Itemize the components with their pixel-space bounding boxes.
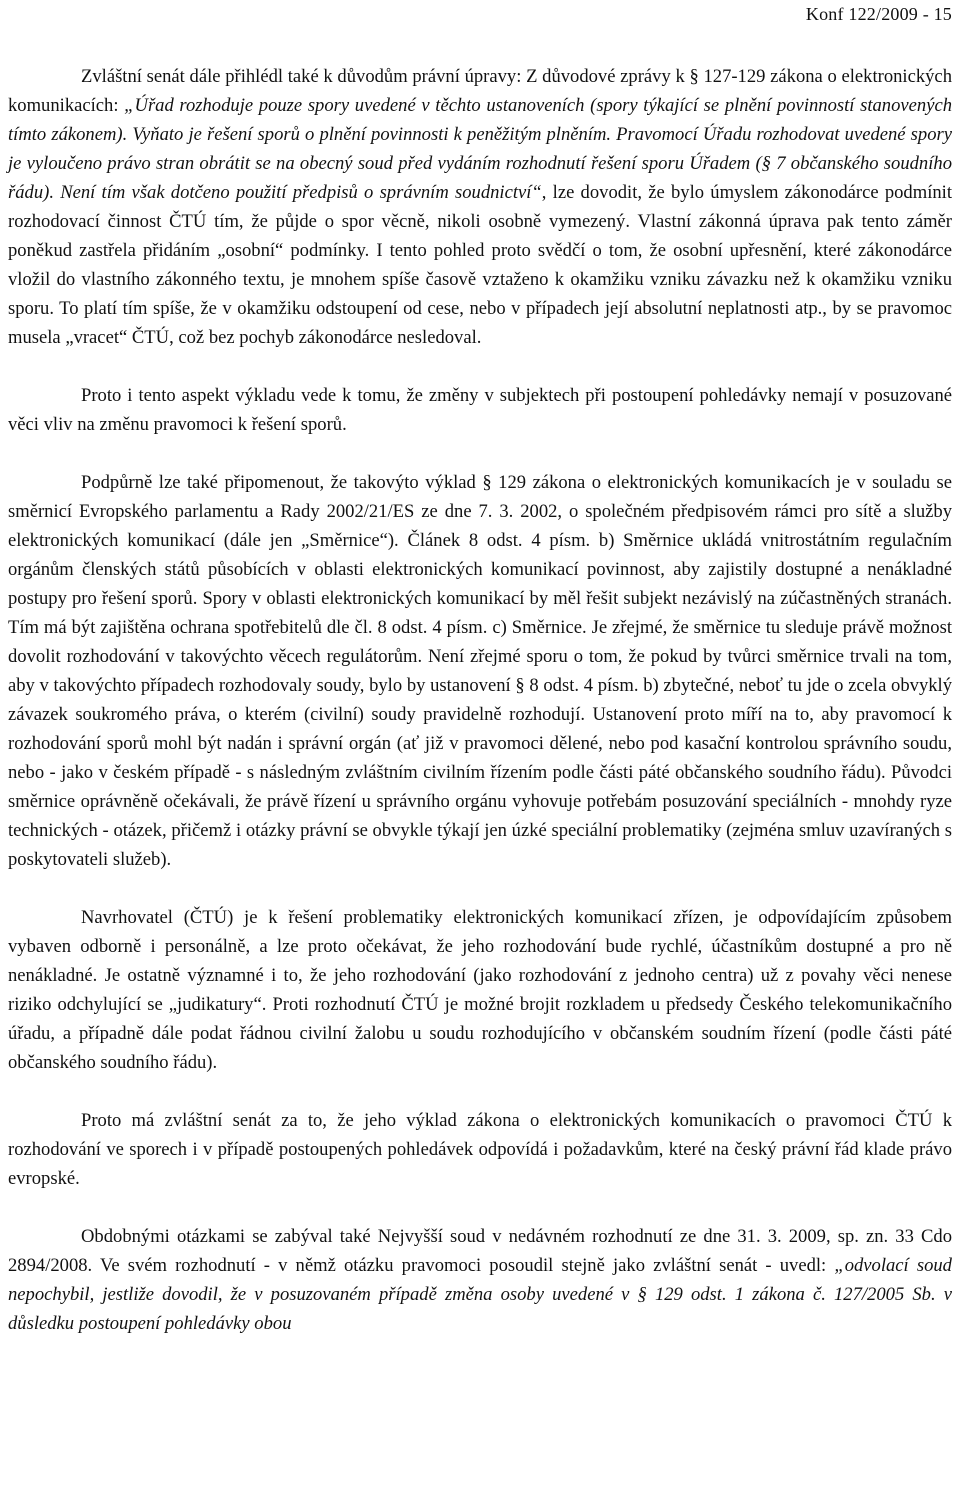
paragraph [8, 62, 952, 352]
text-segment: Proto i tento aspekt výkladu vede k tomu, že změny v subjektech při postoupení pohledávky nemají v posuzované věci vliv na změnu pravomoci k řešení sporů. [8, 385, 952, 435]
document-body [8, 62, 952, 1367]
text-segment: Podpůrně lze také připomenout, že takovýto výklad § 129 zákona o elektronických komunikacích je v souladu se směrnicí Evropského parlamentu a Rady 2002/21/ES ze dne 7. 3. 2002, o společném předpisovém rámci pro sítě a služby elektronických komunikací (dále jen „Směrnice“). Článek 8 odst. 4 písm. b) Směrnice ukládá vnitrostátním regulačním orgánům členských států působících v oblasti elektronických komunikací povinnost, aby zajistily dostupné a nenákladné postupy pro řešení sporů. Spory v oblasti elektronických komunikací by měl řešit subjekt nezávislý na zúčastněných stranách. Tím má být zajištěna ochrana spotřebitelů dle čl. 8 odst. 4 písm. c) Směrnice. Je zřejmé, že směrnice tu sleduje právě možnost dovolit rozhodování v takovýchto věcech regulátorům. Není zřejmé sporu o tom, že pokud by tvůrci směrnice trvali na tom, aby v takovýchto případech rozhodovaly soudy, bylo by ustanovení § 8 odst. 4 písm. b) zbytečné, neboť tu jde o zcela obvyklý závazek soukromého práva, o kterém (civilní) soudy pravidelně rozhodují. Ustanovení proto míří na to, aby pravomocí k rozhodování sporů mohl být nadán i správní orgán (ať již v pravomoci dělené, nebo pod kasační kontrolou správního soudu, nebo - jako v českém případě - s následným zvláštním civilním řízením podle části páté občanského soudního řádu). Původci směrnice oprávněně očekávali, že právě řízení u správního orgánu vyhovuje potřebám posuzování speciálních - mnohdy ryze technických - otázek, přičemž i otázky právní se obvykle týkají jen úzké speciální problematiky (zejména smluv uzavíraných s poskytovateli služeb). [8, 472, 952, 870]
page-reference: Konf 122/2009 - 15 [805, 4, 952, 24]
text-segment: , lze dovodit, že bylo úmyslem zákonodárce podmínit rozhodovací činnost ČTÚ tím, že půjde o spor věcně, nikoli osobně vymezený. Vlastní zákonná úprava pak tento záměr poněkud zastřela přidáním „osobní“ podmínky. I tento pohled proto svědčí o tom, že osobní upřesnění, které zákonodárce vložil do vlastního zákonného textu, je mnohem spíše časově vztaženo k okamžiku vzniku závazku než k okamžiku vzniku sporu. To platí tím spíše, že v okamžiku odstoupení od cese, nebo v případech její absolutní neplatnosti atp., by se pravomoc musela „vracet“ ČTÚ, což bez pochyb zákonodárce nesledoval. [8, 182, 952, 348]
text-segment: Proto má zvláštní senát za to, že jeho výklad zákona o elektronických komunikacích o pravomoci ČTÚ k rozhodování ve sporech i v případě postoupených pohledávek odpovídá i požadavkům, které na český právní řád klade právo evropské. [8, 1110, 952, 1189]
paragraph [8, 468, 952, 874]
text-segment: Zvláštní senát dále přihlédl také k důvodům právní úpravy: Z důvodové zprávy k § 127-129 zákona o elektronických komunikacích: [8, 66, 952, 116]
paragraph [8, 1222, 952, 1338]
text-segment: Navrhovatel (ČTÚ) je k řešení problematiky elektronických komunikací zřízen, je odpovídajícím způsobem vybaven odborně i personálně, a lze proto očekávat, že jeho rozhodování bude rychlé, účastníkům dostupné a pro ně nenákladné. Je ostatně významné i to, že jeho rozhodování (jako rozhodování z jednoho centra) už z povahy věci nenese riziko odchylující se „judikatury“. Proti rozhodnutí ČTÚ je možné brojit rozkladem u předsedy Českého telekomunikačního úřadu, a případně dále podat řádnou civilní žalobu u soudu rozhodujícího v občanském soudním řízení (podle části páté občanského soudního řádu). [8, 907, 952, 1073]
quoted-citation: „Úřad rozhoduje pouze spory uvedené v těchto ustanoveních (spory týkající se plnění povinností stanovených tímto zákonem). Vyňato je řešení sporů o plnění povinnosti k peněžitým plněním. Pravomocí Úřadu rozhodovat uvedené spory je vyloučeno právo stran obrátit se na obecný soud před vydáním rozhodnutí řešení sporu Úřadem (§ 7 občanského soudního řádu). Není tím však dotčeno použití předpisů o správním soudnictví“ [8, 95, 952, 203]
text-segment: Obdobnými otázkami se zabýval také Nejvyšší soud v nedávném rozhodnutí ze dne 31. 3. 2009, sp. zn. 33 Cdo 2894/2008. Ve svém rozhodnutí - v němž otázku pravomoci posoudil stejně jako zvláštní senát - uvedl: [8, 1226, 952, 1276]
quoted-citation: „odvolací soud nepochybil, jestliže dovodil, že v posuzovaném případě změna osoby uvedené v § 129 odst. 1 zákona č. 127/2005 Sb. v důsledku postoupení pohledávky obou [8, 1255, 952, 1334]
paragraph [8, 381, 952, 439]
paragraph [8, 903, 952, 1077]
paragraph [8, 1106, 952, 1193]
